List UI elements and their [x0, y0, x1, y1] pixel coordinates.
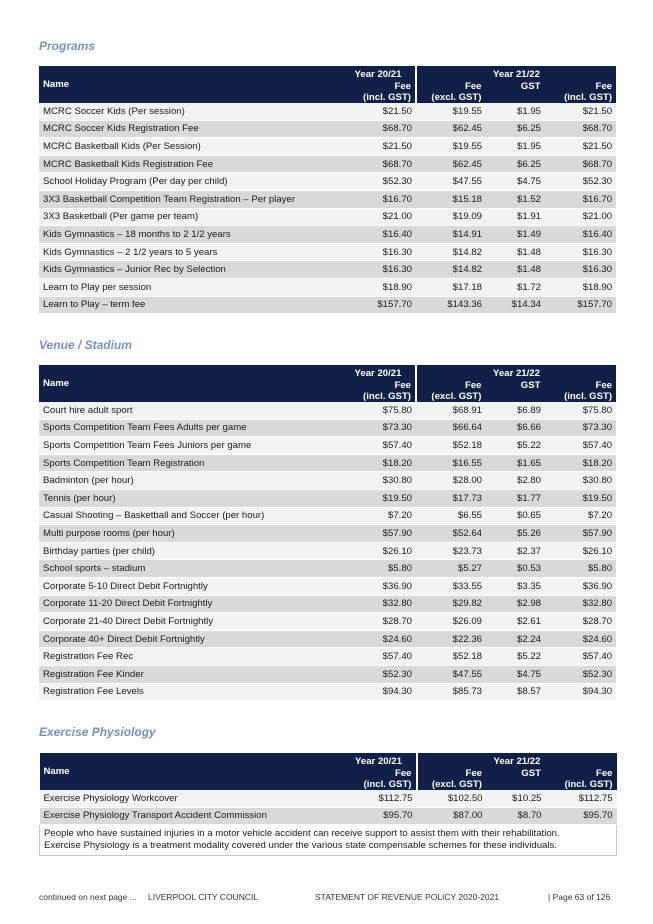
fee-excl-gst: $15.18 — [416, 190, 486, 208]
fee-incl-gst-curr: $52.30 — [545, 665, 616, 683]
fee-incl-gst-prev: $28.70 — [341, 613, 416, 631]
gst-amount: $1.72 — [486, 278, 545, 296]
table-row — [39, 138, 616, 156]
table-row — [39, 208, 616, 226]
row-name: Kids Gymnastics – 2 1/2 years to 5 years — [39, 243, 341, 261]
fee-excl-gst: $52.18 — [416, 648, 486, 666]
exercise-physiology-fee-table — [39, 753, 617, 856]
fee-excl-gst: $28.00 — [416, 472, 486, 490]
gst-amount: $1.91 — [486, 208, 545, 226]
fee-excl-gst: $14.91 — [416, 226, 486, 244]
venue-stadium-fee-table — [39, 365, 616, 701]
fee-incl-gst-curr: $30.80 — [545, 472, 616, 490]
column-header-name: Name — [39, 365, 341, 402]
row-name: Birthday parties (per child) — [39, 542, 341, 560]
column-header-year-prev: Year 20/21 — [342, 753, 417, 768]
table-row — [39, 472, 616, 490]
gst-amount: $5.22 — [486, 648, 545, 666]
gst-amount: $6.25 — [486, 120, 545, 138]
section-title-exercise-physiology: Exercise Physiology — [39, 725, 156, 739]
venue-stadium-table-body — [39, 402, 616, 701]
gst-amount: $3.35 — [486, 577, 545, 595]
programs-table-body — [39, 103, 616, 314]
gst-amount: $1.77 — [486, 489, 545, 507]
gst-amount: $1.48 — [486, 243, 545, 261]
fee-excl-gst: $19.55 — [416, 103, 486, 120]
gst-amount: $1.65 — [486, 454, 545, 472]
fee-excl-gst: $52.18 — [416, 437, 486, 455]
fee-excl-gst: $66.64 — [416, 419, 486, 437]
gst-amount: $14.34 — [486, 296, 545, 314]
fee-incl-gst-prev: $16.30 — [341, 243, 416, 261]
fee-incl-gst-curr: $94.30 — [545, 683, 616, 701]
fee-incl-gst-curr: $57.90 — [545, 525, 616, 543]
gst-amount: $6.25 — [486, 155, 545, 173]
fee-incl-gst-curr: $16.30 — [545, 243, 616, 261]
table-row — [40, 807, 617, 825]
fee-incl-gst-curr: $7.20 — [545, 507, 616, 525]
fee-incl-gst-curr: $36.90 — [545, 577, 616, 595]
fee-incl-gst-prev: $112.75 — [342, 790, 417, 807]
column-header-fee-incl-curr: Fee (incl. GST) — [545, 81, 616, 103]
row-name: Casual Shooting – Basketball and Soccer (per hour) — [39, 507, 341, 525]
table-row — [39, 525, 616, 543]
fee-incl-gst-curr: $21.00 — [545, 208, 616, 226]
fee-excl-gst: $5.27 — [416, 560, 486, 578]
row-name: Badminton (per hour) — [39, 472, 341, 490]
fee-incl-gst-curr: $57.40 — [545, 437, 616, 455]
table-row — [39, 278, 616, 296]
gst-amount: $0.65 — [486, 507, 545, 525]
row-name: School sports – stadium — [39, 560, 341, 578]
row-name: Kids Gymnastics – Junior Rec by Selection — [39, 261, 341, 279]
table-row — [39, 261, 616, 279]
column-header-year-prev: Year 20/21 — [341, 365, 416, 380]
gst-amount: $5.26 — [486, 525, 545, 543]
gst-amount: $8.70 — [487, 807, 546, 825]
table-row — [39, 243, 616, 261]
row-name: 3X3 Basketball (Per game per team) — [39, 208, 341, 226]
table-row — [39, 560, 616, 578]
table-row — [39, 507, 616, 525]
table-row — [39, 120, 616, 138]
fee-incl-gst-curr: $75.80 — [545, 402, 616, 419]
column-header-fee-incl-prev: Fee (incl. GST) — [341, 81, 416, 103]
row-name: Sports Competition Team Registration — [39, 454, 341, 472]
column-header-fee-incl-curr: Fee (incl. GST) — [545, 380, 616, 402]
row-name: MCRC Soccer Kids Registration Fee — [39, 120, 341, 138]
column-header-gst: GST — [486, 81, 545, 103]
fee-excl-gst: $19.09 — [416, 208, 486, 226]
fee-incl-gst-prev: $24.60 — [341, 630, 416, 648]
table-row — [40, 790, 617, 807]
row-name: Registration Fee Levels — [39, 683, 341, 701]
fee-excl-gst: $6.55 — [416, 507, 486, 525]
fee-incl-gst-prev: $68.70 — [341, 120, 416, 138]
row-name: MCRC Basketball Kids Registration Fee — [39, 155, 341, 173]
fee-excl-gst: $62.45 — [416, 120, 486, 138]
column-header-year-curr: Year 21/22 — [416, 365, 616, 380]
fee-incl-gst-prev: $18.20 — [341, 454, 416, 472]
table-row — [39, 103, 616, 120]
column-header-year-prev: Year 20/21 — [341, 66, 416, 81]
fee-incl-gst-curr: $16.40 — [545, 226, 616, 244]
row-name: 3X3 Basketball Competition Team Registration – Per player — [39, 190, 341, 208]
fee-incl-gst-curr: $57.40 — [545, 648, 616, 666]
fee-excl-gst: $52.64 — [416, 525, 486, 543]
fee-incl-gst-prev: $5.80 — [341, 560, 416, 578]
fee-incl-gst-curr: $18.20 — [545, 454, 616, 472]
fee-incl-gst-curr: $16.70 — [545, 190, 616, 208]
fee-incl-gst-prev: $68.70 — [341, 155, 416, 173]
column-header-fee-excl: Fee (excl. GST) — [416, 81, 486, 103]
fee-incl-gst-curr: $95.70 — [546, 807, 617, 825]
fee-incl-gst-prev: $18.90 — [341, 278, 416, 296]
gst-amount: $2.80 — [486, 472, 545, 490]
row-name: Registration Fee Kinder — [39, 665, 341, 683]
table-row — [39, 542, 616, 560]
fee-incl-gst-prev: $52.30 — [341, 665, 416, 683]
fee-incl-gst-prev: $32.80 — [341, 595, 416, 613]
row-name: Sports Competition Team Fees Juniors per game — [39, 437, 341, 455]
fee-incl-gst-curr: $5.80 — [545, 560, 616, 578]
fee-excl-gst: $33.55 — [416, 577, 486, 595]
fee-excl-gst: $22.36 — [416, 630, 486, 648]
footer-statement: STATEMENT OF REVENUE POLICY 2020-2021 — [315, 892, 500, 902]
table-row — [39, 630, 616, 648]
row-name: Corporate 40+ Direct Debit Fortnightly — [39, 630, 341, 648]
column-header-gst: GST — [487, 768, 546, 790]
fee-incl-gst-curr: $157.70 — [545, 296, 616, 314]
gst-amount: $5.22 — [486, 437, 545, 455]
gst-amount: $1.48 — [486, 261, 545, 279]
fee-incl-gst-prev: $21.50 — [341, 138, 416, 156]
table-row — [39, 419, 616, 437]
footer-page-number: | Page 63 of 126 — [548, 892, 611, 902]
table-row — [39, 437, 616, 455]
column-header-fee-incl-prev: Fee (incl. GST) — [342, 768, 417, 790]
fee-incl-gst-prev: $16.30 — [341, 261, 416, 279]
table-row — [39, 296, 616, 314]
fee-incl-gst-prev: $19.50 — [341, 489, 416, 507]
fee-incl-gst-curr: $73.30 — [545, 419, 616, 437]
row-name: Registration Fee Rec — [39, 648, 341, 666]
footer-continued: continued on next page ... — [39, 892, 137, 902]
gst-amount: $10.25 — [487, 790, 546, 807]
column-header-fee-incl-curr: Fee (incl. GST) — [546, 768, 617, 790]
fee-incl-gst-prev: $36.90 — [341, 577, 416, 595]
row-name: Corporate 5-10 Direct Debit Fortnightly — [39, 577, 341, 595]
gst-amount: $6.89 — [486, 402, 545, 419]
fee-excl-gst: $14.82 — [416, 261, 486, 279]
fee-excl-gst: $62.45 — [416, 155, 486, 173]
row-name: Learn to Play – term fee — [39, 296, 341, 314]
fee-excl-gst: $14.82 — [416, 243, 486, 261]
fee-incl-gst-curr: $26.10 — [545, 542, 616, 560]
fee-incl-gst-curr: $24.60 — [545, 630, 616, 648]
fee-excl-gst: $29.82 — [416, 595, 486, 613]
fee-incl-gst-curr: $52.30 — [545, 173, 616, 191]
fee-excl-gst: $87.00 — [417, 807, 487, 825]
fee-excl-gst: $17.73 — [416, 489, 486, 507]
fee-excl-gst: $47.55 — [416, 665, 486, 683]
footer-council: LIVERPOOL CITY COUNCIL — [148, 892, 259, 902]
column-header-gst: GST — [486, 380, 545, 402]
row-name: Corporate 21-40 Direct Debit Fortnightly — [39, 613, 341, 631]
fee-incl-gst-prev: $57.40 — [341, 648, 416, 666]
exercise-physiology-note: People who have sustained injuries in a motor vehicle accident can receive support to assist them with their rehabilitation. Exercise Physiology is a treatment modality covered under the various state compensable schemes for these individuals. — [40, 825, 617, 856]
fee-excl-gst: $68.91 — [416, 402, 486, 419]
fee-incl-gst-curr: $68.70 — [545, 120, 616, 138]
fee-excl-gst: $19.55 — [416, 138, 486, 156]
gst-amount: $1.95 — [486, 138, 545, 156]
table-row — [39, 173, 616, 191]
fee-incl-gst-prev: $57.40 — [341, 437, 416, 455]
row-name: Exercise Physiology Transport Accident Commission — [40, 807, 342, 825]
fee-incl-gst-prev: $26.10 — [341, 542, 416, 560]
column-header-name: Name — [39, 66, 341, 103]
gst-amount: $1.49 — [486, 226, 545, 244]
gst-amount: $4.75 — [486, 173, 545, 191]
column-header-fee-incl-prev: Fee (incl. GST) — [341, 380, 416, 402]
exercise-physiology-table-body — [40, 790, 617, 825]
fee-incl-gst-curr: $19.50 — [545, 489, 616, 507]
table-row — [39, 402, 616, 419]
fee-incl-gst-curr: $112.75 — [546, 790, 617, 807]
gst-amount: $1.52 — [486, 190, 545, 208]
fee-incl-gst-prev: $30.80 — [341, 472, 416, 490]
gst-amount: $2.37 — [486, 542, 545, 560]
column-header-year-curr: Year 21/22 — [417, 753, 617, 768]
table-row — [39, 226, 616, 244]
table-row — [39, 595, 616, 613]
section-title-programs: Programs — [39, 39, 96, 53]
gst-amount: $0.53 — [486, 560, 545, 578]
row-name: Corporate 11-20 Direct Debit Fortnightly — [39, 595, 341, 613]
fee-incl-gst-prev: $95.70 — [342, 807, 417, 825]
fee-incl-gst-curr: $16.30 — [545, 261, 616, 279]
fee-excl-gst: $23.73 — [416, 542, 486, 560]
fee-incl-gst-curr: $32.80 — [545, 595, 616, 613]
fee-incl-gst-curr: $68.70 — [545, 155, 616, 173]
fee-incl-gst-prev: $94.30 — [341, 683, 416, 701]
gst-amount: $8.57 — [486, 683, 545, 701]
gst-amount: $1.95 — [486, 103, 545, 120]
fee-incl-gst-prev: $21.50 — [341, 103, 416, 120]
fee-incl-gst-prev: $16.40 — [341, 226, 416, 244]
row-name: Court hire adult sport — [39, 402, 341, 419]
fee-excl-gst: $17.18 — [416, 278, 486, 296]
table-row — [39, 155, 616, 173]
fee-incl-gst-prev: $75.80 — [341, 402, 416, 419]
fee-incl-gst-prev: $21.00 — [341, 208, 416, 226]
row-name: Exercise Physiology Workcover — [40, 790, 342, 807]
table-row — [39, 613, 616, 631]
section-title-venue-stadium: Venue / Stadium — [39, 338, 132, 352]
fee-incl-gst-prev: $57.90 — [341, 525, 416, 543]
table-row — [39, 190, 616, 208]
gst-amount: $6.66 — [486, 419, 545, 437]
fee-excl-gst: $47.55 — [416, 173, 486, 191]
fee-incl-gst-prev: $16.70 — [341, 190, 416, 208]
row-name: Multi purpose rooms (per hour) — [39, 525, 341, 543]
fee-incl-gst-prev: $73.30 — [341, 419, 416, 437]
column-header-fee-excl: Fee (excl. GST) — [416, 380, 486, 402]
table-row — [39, 489, 616, 507]
gst-amount: $2.61 — [486, 613, 545, 631]
row-name: MCRC Basketball Kids (Per Session) — [39, 138, 341, 156]
gst-amount: $4.75 — [486, 665, 545, 683]
fee-excl-gst: $16.55 — [416, 454, 486, 472]
row-name: Sports Competition Team Fees Adults per game — [39, 419, 341, 437]
fee-excl-gst: $26.09 — [416, 613, 486, 631]
programs-fee-table — [39, 66, 616, 314]
fee-excl-gst: $85.73 — [416, 683, 486, 701]
row-name: Tennis (per hour) — [39, 489, 341, 507]
fee-incl-gst-prev: $7.20 — [341, 507, 416, 525]
column-header-year-curr: Year 21/22 — [416, 66, 616, 81]
table-row — [39, 683, 616, 701]
table-row — [39, 665, 616, 683]
fee-incl-gst-curr: $21.50 — [545, 103, 616, 120]
row-name: Kids Gymnastics – 18 months to 2 1/2 years — [39, 226, 341, 244]
row-name: Learn to Play per session — [39, 278, 341, 296]
column-header-fee-excl: Fee (excl. GST) — [417, 768, 487, 790]
row-name: MCRC Soccer Kids (Per session) — [39, 103, 341, 120]
table-row — [39, 577, 616, 595]
table-row — [39, 454, 616, 472]
fee-incl-gst-curr: $18.90 — [545, 278, 616, 296]
fee-excl-gst: $102.50 — [417, 790, 487, 807]
fee-incl-gst-curr: $21.50 — [545, 138, 616, 156]
fee-excl-gst: $143.36 — [416, 296, 486, 314]
gst-amount: $2.98 — [486, 595, 545, 613]
fee-incl-gst-prev: $157.70 — [341, 296, 416, 314]
fee-incl-gst-curr: $28.70 — [545, 613, 616, 631]
gst-amount: $2.24 — [486, 630, 545, 648]
fee-incl-gst-prev: $52.30 — [341, 173, 416, 191]
table-row — [39, 648, 616, 666]
column-header-name: Name — [40, 753, 342, 790]
row-name: School Holiday Program (Per day per child) — [39, 173, 341, 191]
